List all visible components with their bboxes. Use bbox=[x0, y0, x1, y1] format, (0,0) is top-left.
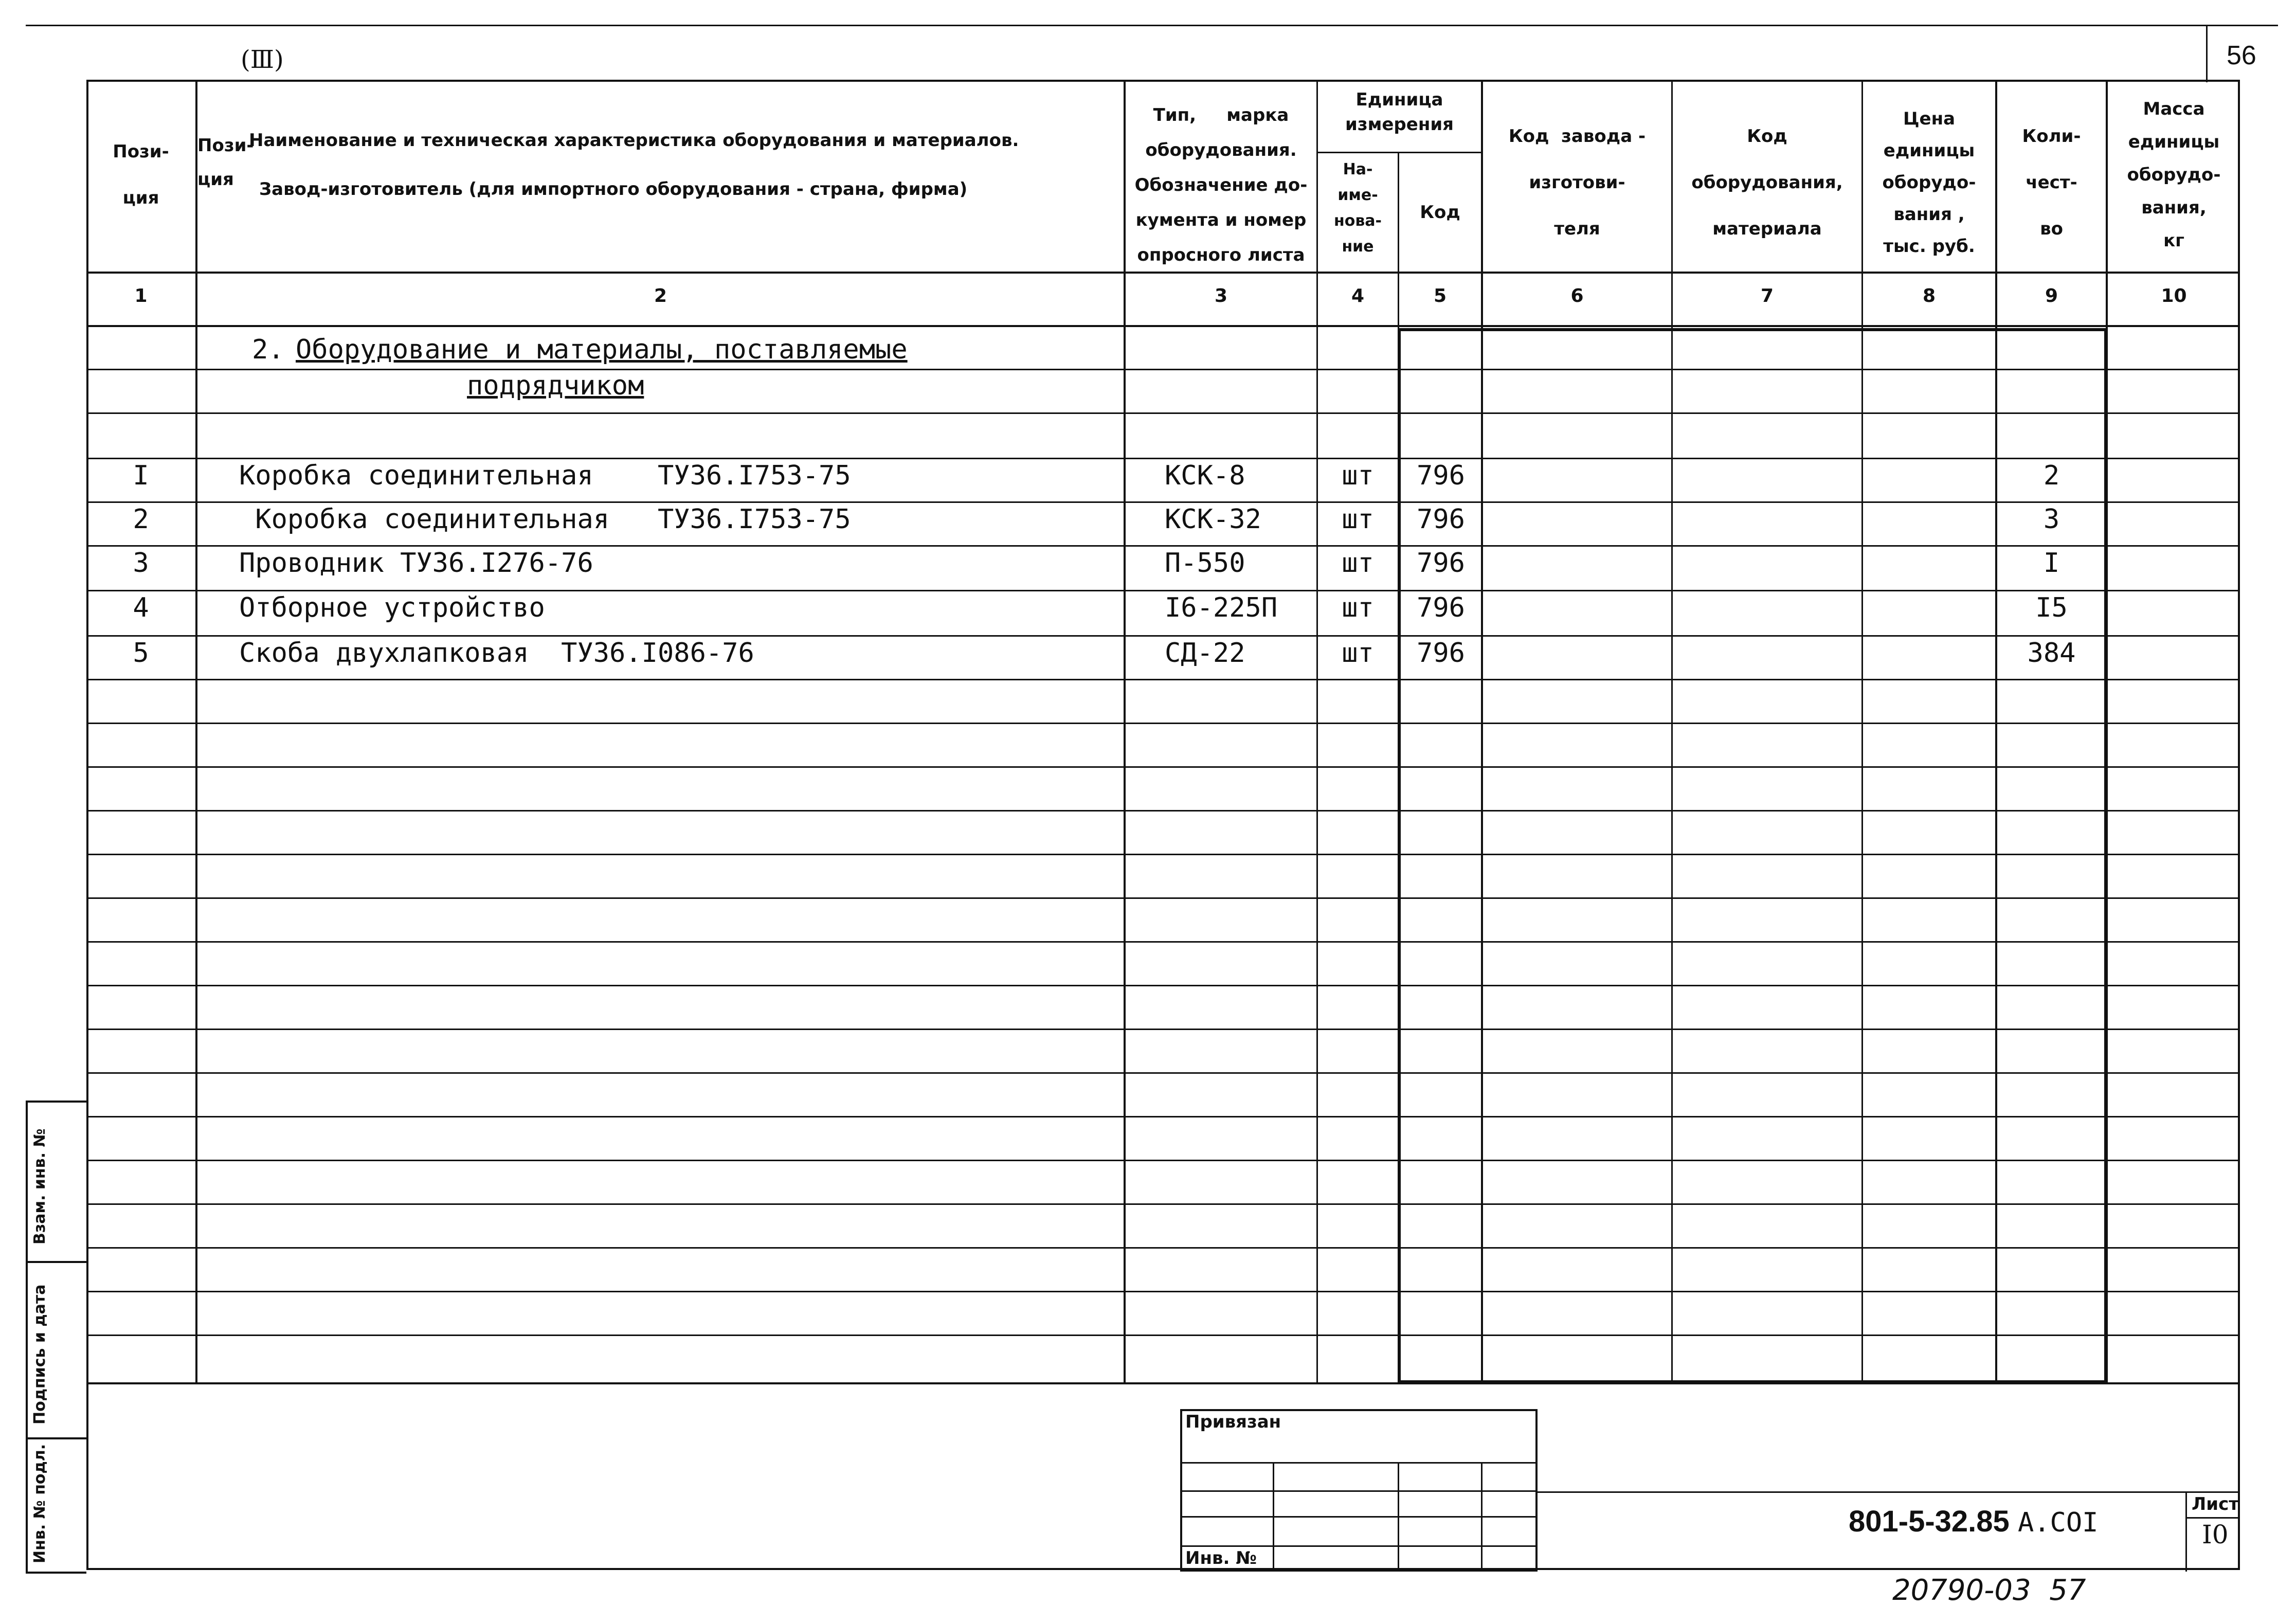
list-label: Лист bbox=[2192, 1494, 2239, 1514]
row-code: 796 bbox=[1417, 592, 1465, 623]
column-number-7: 7 bbox=[1760, 285, 1774, 306]
column-number-4: 4 bbox=[1351, 285, 1365, 306]
header-position: Пози- ция bbox=[113, 141, 169, 208]
header-unit-code: Код bbox=[1420, 202, 1460, 223]
row-position: 3 bbox=[133, 548, 149, 579]
row-type: КСК-32 bbox=[1165, 504, 1261, 535]
row-code: 796 bbox=[1417, 638, 1465, 669]
row-unit: шт bbox=[1342, 638, 1374, 669]
row-unit: шт bbox=[1342, 548, 1374, 579]
doc-code-suffix: А.COI bbox=[2017, 1507, 2099, 1538]
header-quantity: Коли- чест- во bbox=[2022, 126, 2081, 239]
row-position: 2 bbox=[133, 504, 149, 535]
header-equipment-code: Код оборудования, материала bbox=[1691, 126, 1843, 239]
row-qty: 3 bbox=[2043, 504, 2060, 535]
row-unit: шт bbox=[1342, 504, 1374, 535]
column-number-6: 6 bbox=[1570, 285, 1584, 306]
column-number-9: 9 bbox=[2045, 285, 2058, 306]
row-name: Проводник ТУ36.I276-76 bbox=[239, 548, 593, 579]
row-name: Коробка соединительная ТУ36.I753-75 bbox=[239, 504, 851, 535]
row-name: Скоба двухлапковая ТУ36.I086-76 bbox=[239, 638, 754, 669]
row-name: Отборное устройство bbox=[239, 592, 545, 623]
row-position: 4 bbox=[133, 592, 149, 623]
row-type: КСК-8 bbox=[1165, 460, 1245, 491]
row-unit: шт bbox=[1342, 460, 1374, 491]
row-qty: I bbox=[2043, 548, 2060, 579]
list-value: I0 bbox=[2202, 1520, 2229, 1549]
column-number-2: 2 bbox=[654, 285, 667, 306]
row-position: I bbox=[133, 460, 149, 491]
header-type: Тип, марка оборудования. Обозначение до- кумента и номер опросного листа bbox=[1134, 105, 1308, 265]
row-code: 796 bbox=[1417, 548, 1465, 579]
row-type: СД-22 bbox=[1165, 638, 1245, 669]
column-number-5: 5 bbox=[1433, 285, 1447, 306]
row-code: 796 bbox=[1417, 460, 1465, 491]
side-label-podpis: Подпись и дата bbox=[31, 1284, 49, 1424]
column-number-3: 3 bbox=[1214, 285, 1228, 306]
doc-code-main: 801-5-32.85 bbox=[1849, 1505, 2010, 1538]
section-title-line2: подрядчиком bbox=[467, 370, 644, 401]
header-factory-code: Код завода - изготови- теля bbox=[1508, 126, 1646, 239]
column-number-10: 10 bbox=[2161, 285, 2187, 306]
header-name-line1: Наименование и техническая характеристика оборудования и материалов. bbox=[249, 130, 1019, 151]
row-type: П-550 bbox=[1165, 548, 1245, 579]
column-number-8: 8 bbox=[1922, 285, 1936, 306]
sheet-mark: (Ⅲ) bbox=[241, 45, 284, 74]
row-unit: шт bbox=[1342, 592, 1374, 623]
section-title-line1: Оборудование и материалы, поставляемые bbox=[296, 334, 908, 365]
page-number: 56 bbox=[2227, 41, 2256, 70]
row-qty: 2 bbox=[2043, 460, 2060, 491]
header-unit-group: Единица измерения bbox=[1345, 89, 1454, 135]
footer-number: 20790-03 57 bbox=[1892, 1574, 2086, 1607]
stamp-inv-no: Инв. № bbox=[1185, 1548, 1257, 1568]
row-type: I6-225П bbox=[1165, 592, 1278, 623]
header-price: Цена единицы оборудо- вания , тыс. руб. bbox=[1882, 109, 1976, 257]
column-number-1: 1 bbox=[134, 285, 148, 306]
row-name: Коробка соединительная ТУ36.I753-75 bbox=[239, 460, 851, 491]
stamp-privyazan: Привязан bbox=[1185, 1412, 1281, 1432]
doc-code bbox=[1849, 1504, 2098, 1539]
side-label-inv-podl: Инв. № подл. bbox=[31, 1444, 49, 1563]
row-code: 796 bbox=[1417, 504, 1465, 535]
header-mass: Масса единицы оборудо- вания, кг bbox=[2127, 99, 2221, 251]
header-name-line2: Завод-изготовитель (для импортного оборудования - страна, фирма) bbox=[259, 179, 968, 200]
header-unit-name: На- име- нова- ние bbox=[1333, 160, 1382, 256]
row-position: 5 bbox=[133, 638, 149, 669]
section-number: 2. bbox=[252, 334, 284, 365]
row-qty: I5 bbox=[2035, 592, 2068, 623]
side-label-vzam: Взам. инв. № bbox=[31, 1128, 49, 1245]
row-qty: 384 bbox=[2027, 638, 2076, 669]
